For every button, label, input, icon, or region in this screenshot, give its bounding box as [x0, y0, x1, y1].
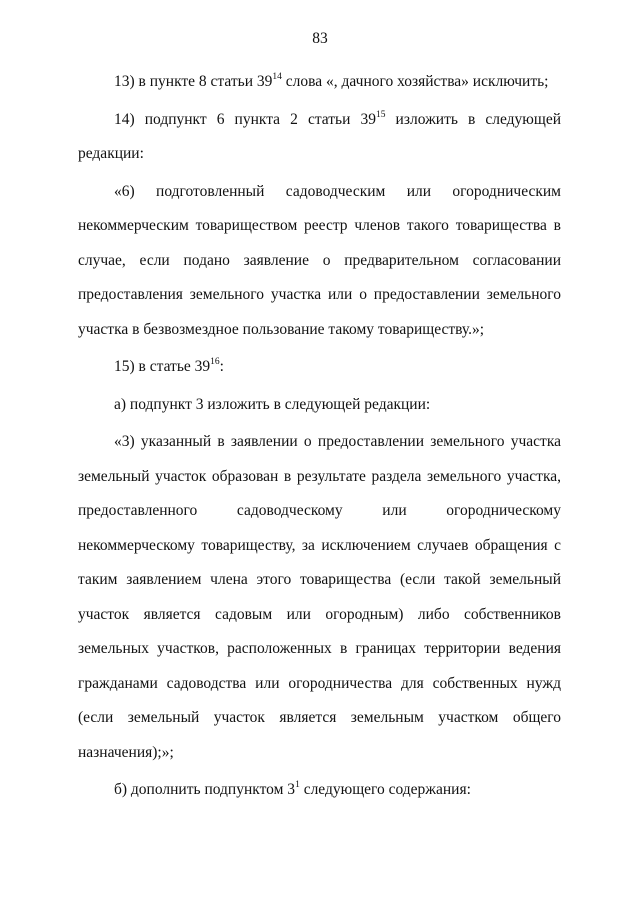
- paragraph-text: :: [219, 358, 224, 375]
- paragraph-text: 15) в статье 39: [114, 358, 211, 375]
- paragraph-item-13: [78, 65, 561, 100]
- quoted-subitem-3: «3) указанный в заявлении о предоставлении земельного участка земельный участок образован в результате раздела земельного участка, предоставленного садоводческому или огородническому некоммерческому товариществу, за исключением случаев обращения с таким заявлением члена этого товарищества (если такой земельный участок является садовым или огородным) либо собственников земельных участков, расположенных в границах территории ведения гражданами садоводства или огородничества для собственных нужд (если земельный участок является земельным участком общего назначения);»;: [78, 433, 561, 761]
- superscript-index: 1: [295, 780, 300, 790]
- superscript-index: 15: [375, 109, 386, 120]
- subitem-b: [78, 773, 561, 808]
- paragraph-text: следующего содержания:: [299, 781, 471, 798]
- page-number: 83: [312, 30, 328, 47]
- subitem-a: а) подпункт 3 изложить в следующей редакции:: [114, 395, 431, 413]
- superscript-index: 16: [210, 357, 220, 367]
- paragraph-item-15: [78, 350, 561, 385]
- quoted-subitem-6: «6) подготовленный садоводческим или огородническим некоммерческим товариществом реестр членов такого товарищества в случае, если подано заявление о предварительном согласовании предоставления земельного участка или о предоставлении земельного участка в безвозмездное пользование такому товариществу.»;: [78, 182, 561, 338]
- paragraph-text: б) дополнить подпунктом 3: [114, 781, 296, 798]
- document-body: [78, 65, 561, 808]
- paragraph-text: слова «, дачного хозяйства» исключить;: [281, 73, 549, 90]
- superscript-index: 14: [272, 72, 282, 82]
- paragraph-text: 13) в пункте 8 статьи 39: [114, 73, 273, 90]
- paragraph-text: изложить в следующей редакции:: [78, 110, 561, 162]
- paragraph-item-14: [78, 103, 561, 172]
- paragraph-text: 14) подпункт 6 пункта 2 статьи 39: [114, 110, 376, 128]
